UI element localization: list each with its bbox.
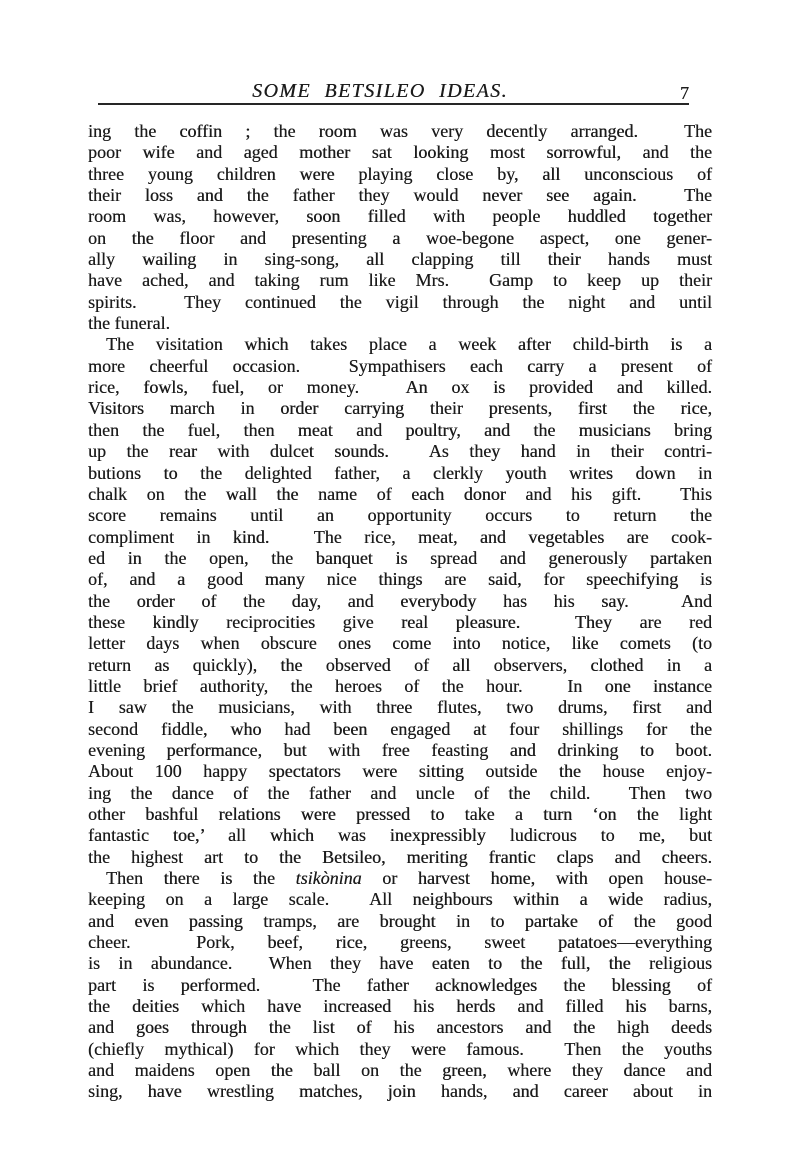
text-line: room was, however, soon filled with people huddled together	[88, 206, 712, 227]
text-line: and goes through the list of his ancestors and the high deeds	[88, 1017, 712, 1038]
text-line: ing the dance of the father and uncle of the child. Then two	[88, 782, 712, 803]
text-line: evening performance, but with free feasting and drinking to boot.	[88, 739, 712, 760]
text-line: their loss and the father they would never see again. The	[88, 185, 712, 206]
text-line: these kindly reciprocities give real pleasure. They are red	[88, 611, 712, 632]
text-line: return as quickly), the observed of all observers, clothed in a	[88, 654, 712, 675]
text-line: Visitors march in order carrying their presents, first the rice,	[88, 398, 712, 419]
text-line: and even passing tramps, are brought in to partake of the good	[88, 910, 712, 931]
text-line: is in abundance. When they have eaten to the full, the religious	[88, 953, 712, 974]
text-line: have ached, and taking rum like Mrs. Gamp to keep up their	[88, 270, 712, 291]
text-line: up the rear with dulcet sounds. As they hand in their contri-	[88, 441, 712, 462]
text-line: little brief authority, the heroes of the hour. In one instance	[88, 675, 712, 696]
text-block	[88, 121, 712, 1103]
text-line: keeping on a large scale. All neighbours within a wide radius,	[88, 889, 712, 910]
text-line: chalk on the wall the name of each donor and his gift. This	[88, 483, 712, 504]
text-line: ally wailing in sing-song, all clapping till their hands must	[88, 249, 712, 270]
text-line: the highest art to the Betsileo, meriting frantic claps and cheers.	[88, 846, 712, 867]
text-line: the deities which have increased his herds and filled his barns,	[88, 996, 712, 1017]
text-line: score remains until an opportunity occurs to return the	[88, 505, 712, 526]
text-line: other bashful relations were pressed to take a turn ‘on the light	[88, 804, 712, 824]
text-line: ing the coffin ; the room was very decently arranged. The	[88, 121, 712, 141]
text-line: About 100 happy spectators were sitting outside the house enjoy-	[88, 761, 712, 782]
text-line: fantastic toe,’ all which was inexpressibly ludicrous to me, but	[88, 825, 712, 846]
header-rule	[98, 103, 689, 105]
text-line: the order of the day, and everybody has his say. And	[88, 590, 712, 611]
page-number: 7	[680, 83, 689, 103]
text-line: poor wife and aged mother sat looking most sorrowful, and the	[88, 142, 712, 163]
text-line: I saw the musicians, with three flutes, two drums, first and	[88, 697, 712, 718]
text-line: The visitation which takes place a week after child-birth is a	[106, 334, 712, 355]
text-line: second fiddle, who had been engaged at four shillings for the	[88, 718, 712, 739]
text-line: more cheerful occasion. Sympathisers each carry a present of	[88, 355, 712, 376]
text-line: the funeral.	[88, 313, 170, 334]
text-line: part is performed. The father acknowledges the blessing of	[88, 974, 712, 995]
text-line: on the floor and presenting a woe-begone aspect, one gener-	[88, 227, 712, 248]
text-line: sing, have wrestling matches, join hands, and career about in	[88, 1081, 712, 1102]
text-line: and maidens open the ball on the green, where they dance and	[88, 1060, 712, 1081]
text-line: of, and a good many nice things are said, for speechifying is	[88, 569, 712, 590]
text-line: compliment in kind. The rice, meat, and vegetables are cook-	[88, 526, 712, 547]
text-line: then the fuel, then meat and poultry, and the musicians bring	[88, 419, 712, 440]
text-line: three young children were playing close by, all unconscious of	[88, 163, 712, 184]
text-line: Then there is the tsikònina or harvest home, with open house-	[106, 868, 712, 889]
text-line: ed in the open, the banquet is spread and generously partaken	[88, 547, 712, 568]
text-line: spirits. They continued the vigil through the night and until	[88, 291, 712, 312]
text-line: (chiefly mythical) for which they were famous. Then the youths	[88, 1038, 712, 1059]
text-line: rice, fowls, fuel, or money. An ox is provided and killed.	[88, 377, 712, 398]
text-line: letter days when obscure ones come into notice, like comets (to	[88, 633, 712, 654]
text-line: butions to the delighted father, a clerkly youth writes down in	[88, 462, 712, 483]
text-line: cheer. Pork, beef, rice, greens, sweet patatoes—everything	[88, 932, 712, 953]
running-title: SOME BETSILEO IDEAS.	[252, 80, 508, 102]
